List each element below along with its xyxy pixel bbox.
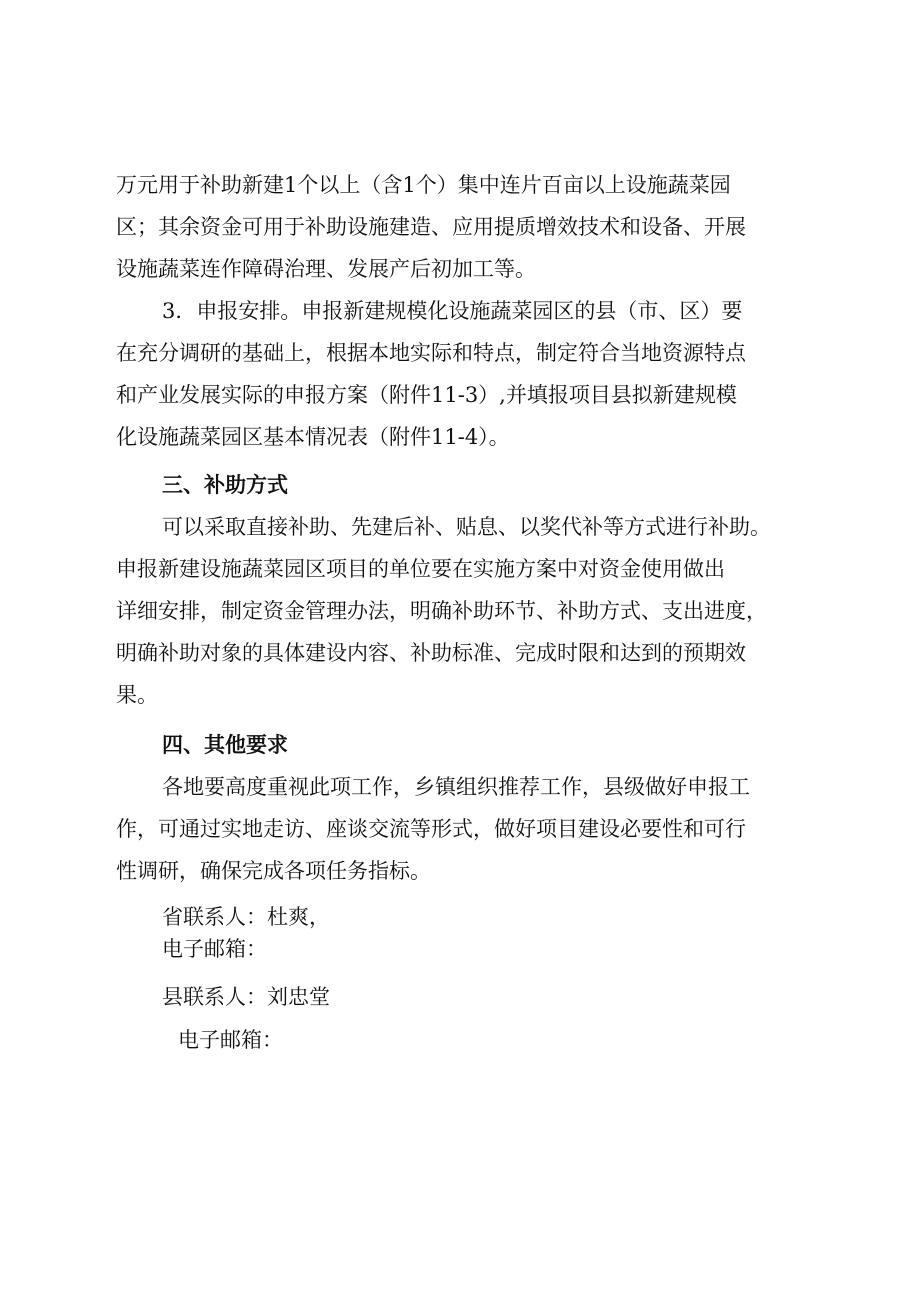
paragraph-line: 各地要高度重视此项工作，乡镇组织推荐工作，县级做好申报工: [162, 775, 750, 799]
county-email-label: 电子邮箱：: [178, 1028, 283, 1052]
paragraph-line: 申报新建设施蔬菜园区项目的单位要在实施方案中对资金使用做出: [116, 557, 725, 581]
province-email-label: 电子邮箱：: [162, 937, 267, 961]
section-heading-subsidy-method: 三、补助方式: [162, 473, 288, 497]
section-heading-other-requirements: 四、其他要求: [162, 733, 288, 757]
paragraph-line: 区；其余资金可用于补助设施建造、应用提质增效技术和设备、开展: [116, 215, 746, 239]
paragraph-line: 3．申报安排。申报新建规模化设施蔬菜园区的县（市、区）要: [162, 299, 743, 323]
paragraph-line: 作，可通过实地走访、座谈交流等形式，做好项目建设必要性和可行: [116, 817, 746, 841]
paragraph-line: 果。: [116, 683, 158, 707]
paragraph-line: 详细安排，制定资金管理办法，明确补助环节、补助方式、支出进度，: [116, 599, 767, 623]
county-contact: 县联系人：刘忠堂: [162, 985, 330, 1009]
paragraph-line: 可以采取直接补助、先建后补、贴息、以奖代补等方式进行补助。: [162, 515, 771, 539]
paragraph-line: 明确补助对象的具体建设内容、补助标准、完成时限和达到的预期效: [116, 641, 746, 665]
paragraph-line: 万元用于补助新建1个以上（含1个）集中连片百亩以上设施蔬菜园: [116, 173, 731, 197]
paragraph-line: 设施蔬菜连作障碍治理、发展产后初加工等。: [116, 257, 536, 281]
paragraph-line: 在充分调研的基础上，根据本地实际和特点，制定符合当地资源特点: [116, 341, 746, 365]
paragraph-line: 和产业发展实际的申报方案（附件11-3）,并填报项目县拟新建规模: [116, 383, 737, 407]
province-contact: 省联系人：杜爽，: [162, 905, 330, 929]
paragraph-line: 性调研，确保完成各项任务指标。: [116, 859, 431, 883]
paragraph-line: 化设施蔬菜园区基本情况表（附件11-4）。: [116, 425, 510, 449]
